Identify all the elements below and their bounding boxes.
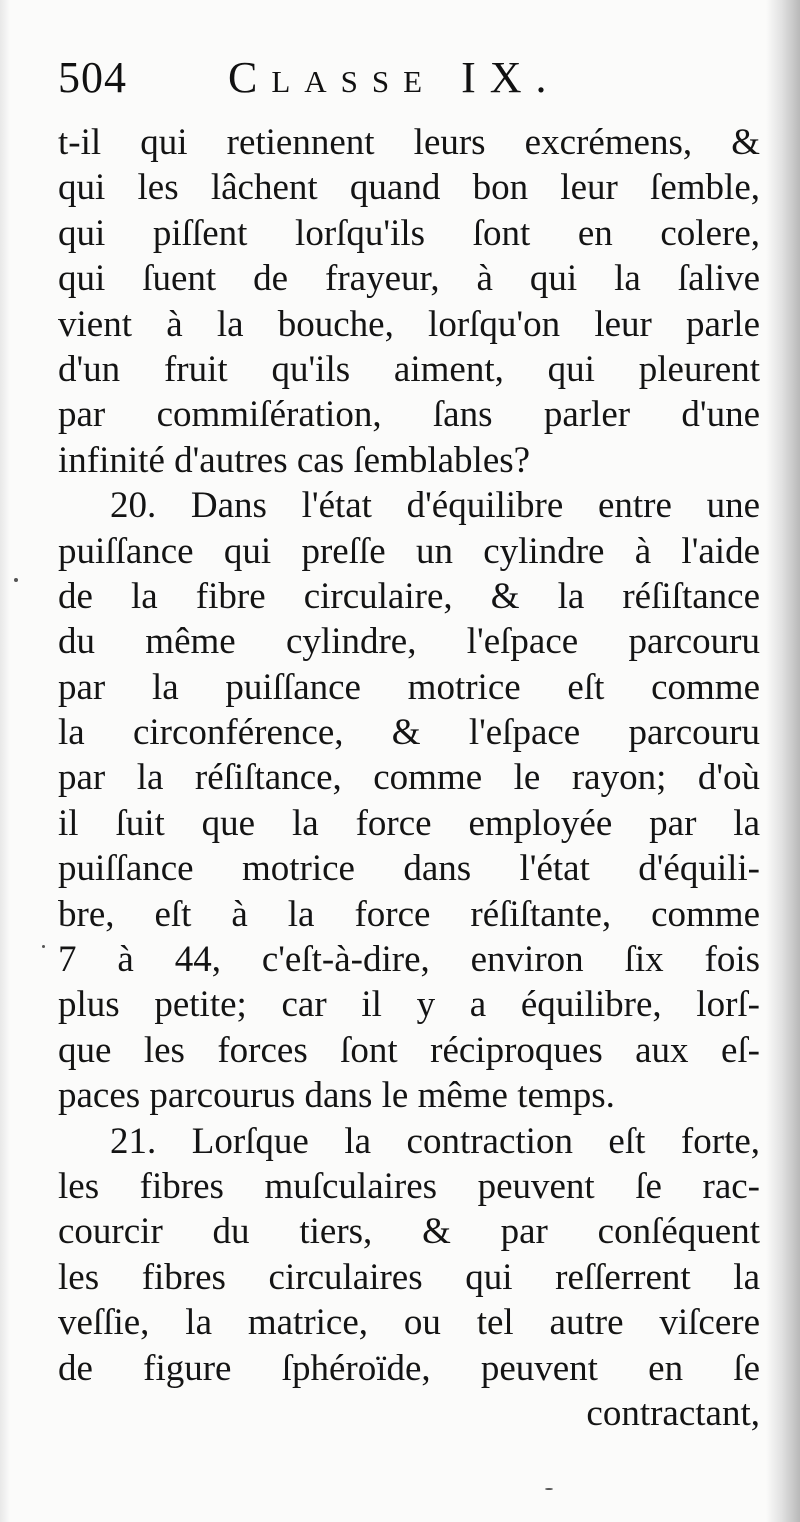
body-text — [58, 120, 760, 1436]
text-line: les fibres circulaires qui reſſerrent la — [58, 1256, 760, 1298]
text-line: de figure ſphéroïde, peuvent en ſe — [58, 1347, 760, 1389]
page-left-edge — [0, 0, 10, 1522]
text-line: du même cylindre, l'eſpace parcouru — [58, 621, 760, 663]
text-line: courcir du tiers, & par conſéquent — [58, 1211, 760, 1253]
text-line: plus petite; car il y a équilibre, lorſ- — [58, 984, 760, 1026]
text-line: il ſuit que la force employée par la — [58, 802, 760, 844]
text-line: qui les lâchent quand bon leur ſemble, — [58, 167, 760, 209]
text-line: de la fibre circulaire, & la réſiſtance — [58, 575, 760, 617]
paper-speck — [545, 1488, 553, 1490]
text-line: qui ſuent de frayeur, à qui la ſalive — [58, 258, 760, 300]
catchword: contractant, — [586, 1392, 760, 1434]
binding-shadow — [766, 0, 800, 1522]
text-line: qui piſſent lorſqu'ils ſont en colere, — [58, 212, 760, 254]
text-line: infinité d'autres cas ſemblables? — [58, 439, 531, 481]
text-line: par la réſiſtance, comme le rayon; d'où — [58, 757, 760, 799]
text-line: veſſie, la matrice, ou tel autre viſcere — [58, 1302, 760, 1344]
paper-speck — [14, 578, 18, 582]
text-line: les fibres muſculaires peuvent ſe rac- — [58, 1165, 760, 1207]
page-header — [58, 52, 758, 112]
text-line: vient à la bouche, lorſqu'on leur parle — [58, 303, 760, 345]
running-head: Classe IX. — [228, 53, 561, 102]
text-line: la circonférence, & l'eſpace parcouru — [58, 712, 760, 754]
text-line: puiſſance motrice dans l'état d'équili- — [58, 848, 760, 890]
text-line: bre, eſt à la force réſiſtante, comme — [58, 893, 760, 935]
text-line: t-il qui retiennent leurs excrémens, & — [58, 122, 760, 163]
text-line: paces parcourus dans le même temps. — [58, 1075, 615, 1117]
text-line: que les forces ſont réciproques aux eſ- — [58, 1029, 760, 1071]
text-line: 7 à 44, c'eſt-à-dire, environ ſix fois — [58, 939, 760, 981]
text-line: par la puiſſance motrice eſt comme — [58, 666, 760, 708]
text-line: d'un fruit qu'ils aiment, qui pleurent — [58, 348, 760, 390]
text-line: par commiſération, ſans parler d'une — [58, 394, 760, 436]
page-number: 504 — [58, 53, 127, 102]
paragraph-start-line: 21. Lorſque la contraction eſt forte, — [110, 1120, 760, 1162]
paragraph-start-line: 20. Dans l'état d'équilibre entre une — [110, 485, 760, 527]
paper-speck — [42, 945, 45, 948]
text-line: puiſſance qui preſſe un cylindre à l'aide — [58, 530, 760, 572]
